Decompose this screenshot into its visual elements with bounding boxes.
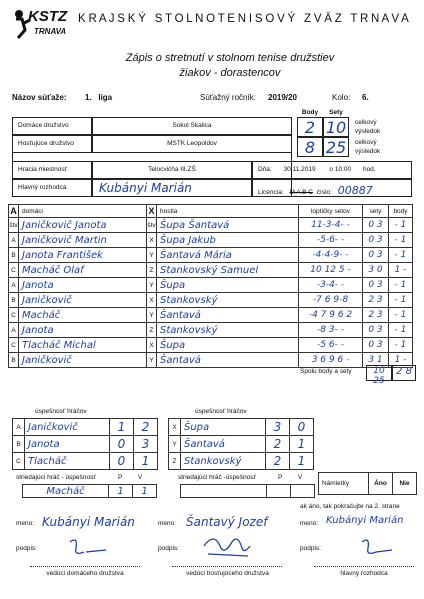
player-letter: Z [169, 453, 181, 470]
wins: 0 [110, 453, 134, 470]
away-signature [198, 530, 258, 562]
col-home: domáci [19, 205, 147, 218]
away-letter: Y [147, 353, 157, 368]
col-x: X [148, 206, 155, 216]
player-name: Janičkovič [25, 419, 110, 436]
away-body-value: 8 [304, 138, 316, 157]
venue-cell [92, 161, 252, 179]
home-caption: vedúci domáceho družstva [46, 570, 124, 577]
home-success-title: úspešnosť hráčov [35, 408, 87, 415]
match-table [8, 204, 413, 368]
set-scores: 11-3-4- - [299, 218, 363, 233]
away-sub-v: V [298, 474, 303, 481]
home-player: Janičkovič Janota [19, 218, 147, 233]
totals-body [392, 365, 416, 381]
ref-sign-line [314, 566, 414, 567]
away-letter: Y [147, 308, 157, 323]
match-points: - 1 [389, 293, 413, 308]
home-letter: B [9, 353, 19, 368]
wins: 2 [266, 453, 290, 470]
sign-label-3: podpis: [300, 545, 321, 552]
home-letter: B [9, 293, 19, 308]
col-a: A [10, 206, 17, 216]
home-player: Janota [19, 323, 147, 338]
venue-label-cell [12, 161, 92, 179]
player-name: Šantavá [181, 436, 266, 453]
subtitle-2: žiakov - dorastencov [179, 67, 281, 79]
license-classes: M A B C [289, 189, 313, 196]
totals-label: Spolu body a sety [300, 368, 352, 375]
subtitle-1: Zápis o stretnutí v stolnom tenise družstiev [125, 52, 335, 64]
away-letter: Z [147, 323, 157, 338]
referee-name: Kubányi Marián [99, 181, 192, 195]
home-player: Macháč [19, 308, 147, 323]
set-scores: -3-4- - [299, 278, 363, 293]
home-player: Janota [19, 278, 147, 293]
table-row [9, 278, 413, 293]
round-value: 6. [362, 93, 369, 102]
home-sub-name: Macháč [23, 485, 109, 498]
logo-text: KSTZ [28, 8, 68, 25]
success-row [13, 419, 158, 436]
table-row [9, 323, 413, 338]
home-signature [60, 534, 120, 562]
away-player: Stankovský [157, 293, 299, 308]
objections-yes[interactable]: Áno [369, 473, 393, 495]
player-name: Janota [25, 436, 110, 453]
table-row [9, 263, 413, 278]
logo-subtext: TRNAVA [34, 27, 67, 36]
competition-label: Názov súťaže: [12, 93, 67, 102]
away-manager-name: Šantavý Jozef [186, 515, 268, 529]
set-scores: -4 7 9 6 2 [299, 308, 363, 323]
away-player: Šupa Jakub [157, 233, 299, 248]
referee-signature [352, 534, 402, 562]
overall-2b: výsledok [355, 148, 381, 155]
ref-caption: hlavný rozhodca [340, 570, 388, 577]
wins: 3 [266, 419, 290, 436]
away-body [297, 137, 323, 157]
season-label: Súťažný ročník: [200, 93, 256, 102]
wins: 1 [110, 419, 134, 436]
player-name: Tlacháč [25, 453, 110, 470]
player-letter: B [13, 436, 25, 453]
home-sub-label: striedajúci hráč - úspešnosť [16, 474, 96, 481]
sets-score: 3 0 [363, 263, 389, 278]
away-sub-l [291, 485, 315, 498]
player-letter: X [169, 419, 181, 436]
home-success-table [12, 418, 158, 470]
losses: 0 [290, 419, 314, 436]
sign-name-label-3: meno: [300, 520, 319, 527]
sets-score: 3 1 [363, 353, 389, 368]
home-sub-v: V [138, 474, 143, 481]
away-player: Šantavá [157, 308, 299, 323]
home-player: Janičkovič Martin [19, 233, 147, 248]
home-player: Macháč Olaf [19, 263, 147, 278]
sets-score: 0 3 [363, 248, 389, 263]
time-prefix: o [329, 166, 334, 173]
success-row [169, 436, 314, 453]
away-sign-line [172, 566, 282, 567]
sets-score: 2 3 [363, 308, 389, 323]
col-sety: sety [363, 205, 389, 218]
col-away: hostia [157, 205, 299, 218]
round-label: Kolo: [332, 93, 351, 102]
losses: 1 [290, 436, 314, 453]
player-name: Šupa [181, 419, 266, 436]
match-points: - 1 [389, 218, 413, 233]
logo [10, 8, 70, 44]
match-points: - 1 [389, 278, 413, 293]
home-letter: A [9, 323, 19, 338]
wins: 0 [110, 436, 134, 453]
home-letter: štv [9, 218, 19, 233]
license-number: 00887 [337, 184, 373, 197]
away-player: Šupa [157, 338, 299, 353]
totals-body-home: 2 [396, 366, 403, 377]
overall-label-1 [355, 118, 380, 136]
away-letter: Y [147, 248, 157, 263]
home-letter: C [9, 308, 19, 323]
set-scores: -4-4-9- - [299, 248, 363, 263]
player-letter: A [13, 419, 25, 436]
overall-1a: celkový [355, 119, 377, 126]
sets-score: 2 3 [363, 293, 389, 308]
away-player: Šantavá Mária [157, 248, 299, 263]
table-row [9, 293, 413, 308]
table-row [9, 248, 413, 263]
objections-label: Námietky [319, 473, 369, 495]
home-player: Tlacháč Michal [19, 338, 147, 353]
match-points: - 1 [389, 338, 413, 353]
home-success-rows [13, 419, 158, 470]
table-row [9, 338, 413, 353]
player-letter: C [13, 453, 25, 470]
away-player: Šupa [157, 278, 299, 293]
home-player: Janičkovič [19, 353, 147, 368]
home-team-cell [92, 117, 292, 135]
wins: 2 [266, 436, 290, 453]
home-sub-w: 1 [109, 485, 133, 498]
col-sets: loptičky setov [299, 205, 363, 218]
match-points: - 1 [389, 308, 413, 323]
objections-box [318, 472, 417, 495]
table-row [9, 353, 413, 368]
home-sety [323, 117, 349, 137]
sets-score: 0 3 [363, 323, 389, 338]
sets-score: 0 3 [363, 338, 389, 353]
sign-label-2: podpis: [158, 545, 179, 552]
away-sub-name [181, 485, 267, 498]
home-sub-l: 1 [133, 485, 157, 498]
overall-2a: celkový [355, 139, 377, 146]
success-row [169, 453, 314, 470]
objections-no[interactable]: Nie [393, 473, 417, 495]
date-cell [252, 161, 412, 179]
match-table-wrap [8, 204, 413, 368]
totals-sety [366, 365, 392, 386]
referee-label: Hlavný rozhodca [18, 184, 67, 191]
match-points: - 1 [389, 248, 413, 263]
season-value: 2019/20 [268, 93, 297, 102]
away-letter: Y [147, 278, 157, 293]
home-sign-line [30, 566, 140, 567]
away-label: Hosťujúce družstvo [18, 140, 74, 147]
away-success-rows [169, 419, 314, 470]
match-points: 1 - [389, 353, 413, 368]
date-value: 30.11.2019 [283, 166, 316, 173]
away-team-cell [92, 135, 292, 153]
losses: 1 [290, 453, 314, 470]
away-player: Šupa Šantavá [157, 218, 299, 233]
away-sub-label: striedajúci hráč -úspešnosť [178, 474, 256, 481]
home-letter: C [9, 338, 19, 353]
time-value: 10:00 [334, 166, 352, 173]
home-letter: C [9, 263, 19, 278]
away-player: Stankovský Samuel [157, 263, 299, 278]
match-points: 1 - [389, 263, 413, 278]
away-letter: X [147, 338, 157, 353]
home-letter: A [9, 278, 19, 293]
home-letter: B [9, 248, 19, 263]
home-body [297, 117, 323, 137]
away-letter: X [147, 293, 157, 308]
set-scores: 10 12 5 - [299, 263, 363, 278]
away-sub-row [180, 484, 315, 498]
set-scores: -5 6- - [299, 338, 363, 353]
sign-label-1: podpis: [16, 545, 37, 552]
away-sety [323, 137, 349, 157]
table-row [9, 218, 413, 233]
away-sub-w [267, 485, 291, 498]
home-player: Janičkovič [19, 293, 147, 308]
away-letter: Z [147, 263, 157, 278]
venue-label: Hracia miestnosť [18, 166, 68, 173]
col-body: body [389, 205, 413, 218]
set-scores: 3 6 9 6 - [299, 353, 363, 368]
org-title: K R A J S K Ý S T O L N O T E N I S O V Ý Z V Ä Z T R N A V A [78, 13, 409, 25]
set-scores: -7 6 9-8 [299, 293, 363, 308]
away-caption: vedúci hosťujúceho družstva [186, 570, 269, 577]
set-scores: -5-6- - [299, 233, 363, 248]
player-name: Stankovský [181, 453, 266, 470]
success-row [169, 419, 314, 436]
license-num-label: číslo: [316, 189, 332, 196]
home-sub-row [22, 484, 157, 498]
losses: 2 [134, 419, 158, 436]
home-sety-value: 10 [325, 118, 347, 137]
body-header: Body [301, 109, 319, 116]
table-row [9, 308, 413, 323]
overall-label-2 [355, 138, 380, 156]
set-scores: -8 3- - [299, 323, 363, 338]
success-row [13, 453, 158, 470]
home-label-cell [12, 117, 92, 135]
home-sub-p: P [118, 474, 123, 481]
away-team: MSTK Leopoldov [167, 140, 217, 147]
home-manager-name: Kubányi Marián [42, 515, 135, 529]
home-team: Sokol Skalica [172, 122, 212, 129]
away-letter: štv [147, 218, 157, 233]
away-success-table [168, 418, 314, 470]
home-label: Domáce družstvo [18, 122, 69, 129]
away-sub-p: P [278, 474, 283, 481]
venue: Telocvičňa III.ZŠ [148, 166, 196, 173]
totals-body-away: 8 [405, 366, 412, 377]
referee-cell [92, 179, 252, 197]
referee-sign-name: Kubányi Marián [326, 515, 404, 526]
home-letter: A [9, 233, 19, 248]
referee-label-cell [12, 179, 92, 197]
date-label: Dňa: [258, 166, 272, 173]
totals-sety-home: 10 [373, 366, 385, 376]
license-cell [252, 179, 412, 197]
overall-1b: výsledok [355, 128, 381, 135]
home-player: Janota František [19, 248, 147, 263]
away-player: Stankovský [157, 323, 299, 338]
table-row [9, 233, 413, 248]
home-body-value: 2 [304, 118, 316, 137]
losses: 3 [134, 436, 158, 453]
away-sety-value: 25 [325, 138, 347, 157]
sets-score: 0 3 [363, 278, 389, 293]
away-success-title: úspešnosť hráčov [195, 408, 247, 415]
sign-name-label-2: meno: [158, 520, 177, 527]
sets-score: 0 3 [363, 218, 389, 233]
success-row [13, 436, 158, 453]
match-points: - 1 [389, 233, 413, 248]
losses: 1 [134, 453, 158, 470]
away-label-cell [12, 135, 92, 153]
license-label: Licencia: [258, 189, 284, 196]
sety-header: Sety [329, 109, 343, 116]
sign-name-label-1: meno: [16, 520, 35, 527]
away-letter: X [147, 233, 157, 248]
match-table-header [9, 205, 413, 218]
away-player: Šantavá [157, 353, 299, 368]
sets-score: 0 3 [363, 233, 389, 248]
objections-note: ak áno, tak pokračujte na 2. strane [300, 503, 400, 510]
match-points: - 1 [389, 323, 413, 338]
match-rows [9, 218, 413, 368]
player-letter: Y [169, 436, 181, 453]
totals-sety-away: 25 [373, 376, 385, 386]
time-suffix: hod. [362, 166, 376, 173]
competition-value: 1. liga [85, 93, 113, 102]
